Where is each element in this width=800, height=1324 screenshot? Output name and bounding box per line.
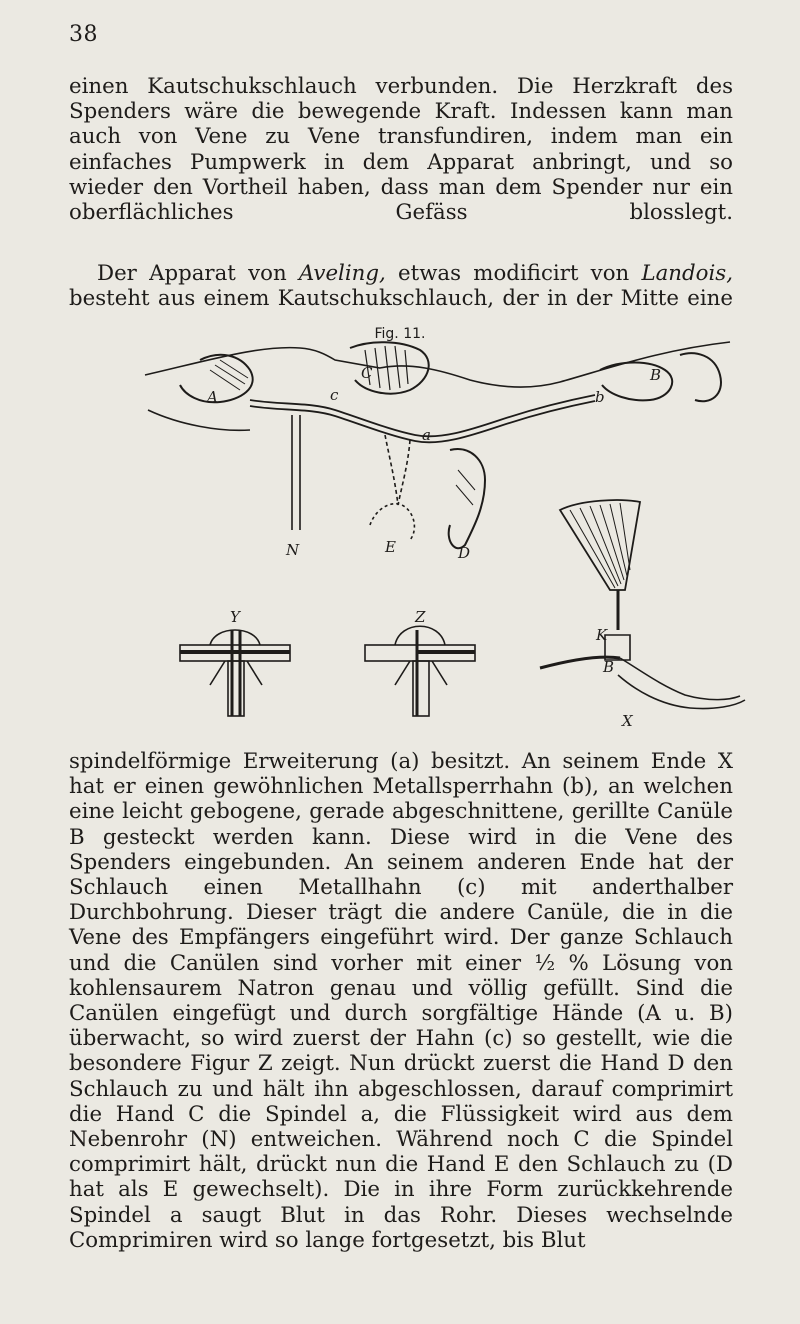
- label-b-cannula: B: [603, 658, 615, 676]
- stopcock-z: [365, 626, 475, 716]
- label-c-stopcock: c: [330, 386, 339, 404]
- label-a-spindle: a: [422, 426, 431, 444]
- paragraph-apparatus-text-b: etwas modificirt von: [385, 261, 642, 286]
- label-e-hand: E: [385, 538, 396, 556]
- arms-and-hands-drawing: [145, 342, 730, 630]
- paragraph-apparatus-text-c: besteht aus einem Kautschukschlauch, der in der Mitte eine: [69, 286, 733, 312]
- paragraph-intro: einen Kautschukschlauch verbunden. Die Herzkraft des Spenders wäre die bewegende Kraft. Indessen kann man auch von Vene zu Vene transfundiren, indem man ein einfaches Pumpwerk in dem Apparat anbringt, und so wieder den Vortheil haben, dass man dem Spender nur ein oberflächliches Gefäss blosslegt.: [69, 74, 733, 226]
- label-k-stopcock: K: [596, 626, 608, 644]
- apparatus-illustration: [140, 340, 750, 735]
- author-name-landois: Landois,: [641, 261, 733, 286]
- stopcock-x: [540, 635, 745, 709]
- label-c-hand: C: [361, 364, 373, 382]
- paragraph-description: spindelförmige Erweiterung (a) besitzt. An seinem Ende X hat er einen gewöhnlichen Metallsperrhahn (b), an welchen eine leicht gebogene, gerade abgeschnittene, gerillte Canüle B gesteckt werden kann. Diese wird in die Vene des Spenders eingebunden. An seinem anderen Ende hat der Schlauch einen Metallhahn (c) mit anderthalber Durchbohrung. Dieser trägt die andere Canüle, die in die Vene des Empfängers eingeführt wird. Der ganze Schlauch und die Canülen sind vorher mit einer ½ % Lösung von kohlensaurem Natron genau und völlig gefüllt. Sind die Canülen eingefügt und durch sorgfältige Hände (A u. B) überwacht, so wird zuerst der Hahn (c) so gestellt, wie die besondere Figur Z zeigt. Nun drückt zuerst die Hand D den Schlauch zu und hält ihn abgeschlossen, darauf comprimirt die Hand C die Spindel a, die Flüssigkeit wird aus dem Nebenrohr (N) entweichen. Während noch C die Spindel comprimirt hält, drückt nun die Hand E den Schlauch zu (D hat als E gewechselt). Die in ihre Form zurückkehrende Spindel a saugt Blut in das Rohr. Dieses wechselnde Comprimiren wird so lange fortgesetzt, bis Blut: [69, 749, 733, 1253]
- label-y-figure: Y: [230, 608, 240, 626]
- page-number: 38: [69, 22, 98, 47]
- paragraph-apparatus: [69, 261, 733, 311]
- label-n-tube: N: [286, 541, 300, 559]
- figure-transfusion-apparatus: [140, 340, 750, 735]
- label-b-hand: B: [650, 366, 662, 384]
- label-d-hand: D: [458, 544, 471, 562]
- label-a-hand: A: [207, 388, 218, 406]
- label-b-stopcock: b: [595, 388, 605, 406]
- stopcock-y: [180, 630, 290, 716]
- author-name-aveling: Aveling,: [298, 261, 386, 286]
- label-x-end: X: [622, 712, 633, 730]
- figure-caption: Fig. 11.: [374, 326, 426, 342]
- label-z-figure: Z: [415, 608, 426, 626]
- paragraph-apparatus-text-a: Der Apparat von: [97, 261, 299, 286]
